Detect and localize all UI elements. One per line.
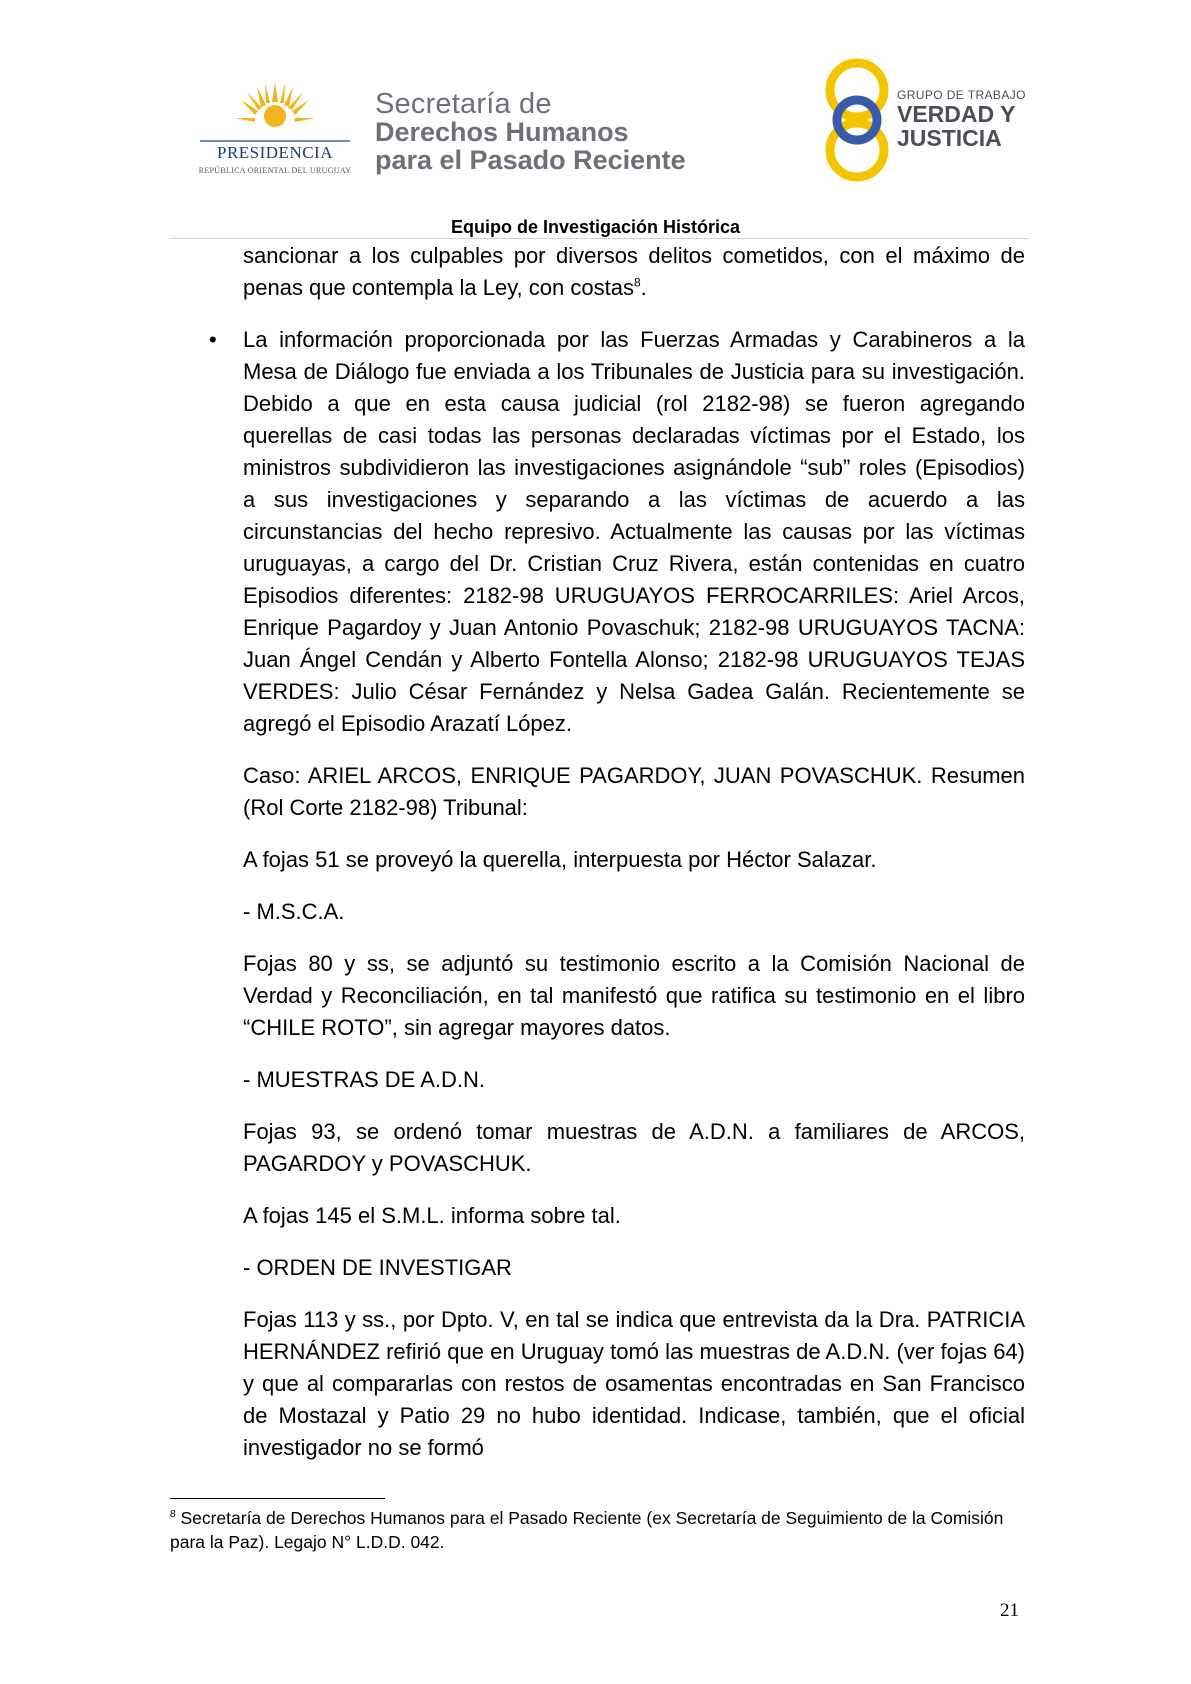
fojas-145-paragraph: A fojas 145 el S.M.L. informa sobre tal. bbox=[243, 1203, 621, 1228]
secretaria-line-1: Secretaría de bbox=[375, 88, 552, 120]
footnote-text: Secretaría de Derechos Humanos para el Pasado Reciente (ex Secretaría de Seguimiento de la Comisión para la Paz). Legajo N° L.D.D. 042. bbox=[170, 1508, 1004, 1552]
page-header bbox=[0, 0, 1191, 240]
header-rule bbox=[170, 238, 1028, 239]
footnote-number: 8 bbox=[170, 1509, 176, 1521]
presidencia-subtitle: REPÚBLICA ORIENTAL DEL URUGUAY bbox=[198, 166, 352, 175]
footnote bbox=[170, 1506, 1028, 1554]
secretaria-logo-text bbox=[375, 90, 686, 174]
secretaria-line-3: para el Pasado Reciente bbox=[375, 145, 686, 175]
footnote-ref: 8 bbox=[633, 275, 641, 290]
paragraph-sancionar-text: sancionar a los culpables por diversos delitos cometidos, con el máximo de penas que contempla la Ley, con costas bbox=[243, 243, 1025, 300]
verdad-justicia-logo bbox=[822, 56, 1032, 186]
footnote-rule bbox=[170, 1498, 385, 1499]
paragraph-sancionar-end: . bbox=[640, 275, 647, 300]
verdad-justicia-text bbox=[897, 88, 1026, 150]
muestras-heading: - MUESTRAS DE A.D.N. bbox=[243, 1067, 486, 1092]
orden-heading: - ORDEN DE INVESTIGAR bbox=[243, 1255, 512, 1280]
document-body bbox=[209, 240, 1025, 1484]
rings-icon bbox=[822, 56, 892, 186]
fojas-93-paragraph: Fojas 93, se ordenó tomar muestras de A.D.N. a familiares de ARCOS, PAGARDOY y POVASCHUK. bbox=[243, 1119, 1025, 1176]
bullet-paragraph-text: La información proporcionada por las Fuerzas Armadas y Carabineros a la Mesa de Diálogo fue enviada a los Tribunales de Justicia para su investigación. Debido a que en esta causa judicial (rol 2182-98) se fueron agregando querellas de casi todas las personas declaradas víctimas por el Estado, los ministros subdividieron las investigaciones asignándole “sub” roles (Episodios) a sus investigaciones y separando a las víctimas de acuerdo a las circunstancias del hecho represivo. Actualmente las causas por las víctimas uruguayas, a cargo del Dr. Cristian Cruz Rivera, están contenidas en cuatro Episodios diferentes: 2182-98 URUGUAYOS FERROCARRILES: Ariel Arcos, Enrique Pagardoy y Juan Antonio Povaschuk; 2182-98 URUGUAYOS TACNA: Juan Ángel Cendán y Alberto Fontella Alonso; 2182-98 URUGUAYOS TEJAS VERDES: Julio César Fernández y Nelsa Gadea Galán. Recientemente se agregó el Episodio Arazatí López. bbox=[243, 327, 1025, 736]
paragraph-sancionar bbox=[243, 240, 1025, 304]
justicia-label: JUSTICIA bbox=[897, 125, 1002, 151]
verdad-y-label: VERDAD Y bbox=[897, 101, 1016, 127]
team-title: Equipo de Investigación Histórica bbox=[450, 217, 741, 237]
sun-icon bbox=[233, 80, 317, 140]
presidencia-divider bbox=[200, 140, 350, 142]
fojas-80-paragraph: Fojas 80 y ss, se adjuntó su testimonio escrito a la Comisión Nacional de Verdad y Reconciliación, en tal manifestó que ratifica su testimonio en el libro “CHILE ROTO”, sin agregar mayores datos. bbox=[243, 951, 1025, 1040]
bullet-paragraph bbox=[209, 324, 1025, 740]
fojas-113-paragraph: Fojas 113 y ss., por Dpto. V, en tal se indica que entrevista da la Dra. PATRICIA HERNÁNDEZ refirió que en Uruguay tomó las muestras de A.D.N. (ver fojas 64) y que al compararlas con restos de osamentas encontradas en San Francisco de Mostazal y Patio 29 no hubo identidad. Indicase, también, que el oficial investigador no se formó bbox=[243, 1307, 1025, 1460]
fojas-51-paragraph: A fojas 51 se proveyó la querella, interpuesta por Héctor Salazar. bbox=[243, 847, 877, 872]
presidencia-name: PRESIDENCIA bbox=[216, 143, 333, 162]
bullet-icon: • bbox=[209, 327, 217, 352]
msca-heading: - M.S.C.A. bbox=[243, 899, 345, 924]
caso-paragraph: Caso: ARIEL ARCOS, ENRIQUE PAGARDOY, JUAN POVASCHUK. Resumen (Rol Corte 2182-98) Tribunal: bbox=[243, 763, 1025, 820]
grupo-de-trabajo-label: GRUPO DE TRABAJO bbox=[897, 88, 1026, 102]
presidencia-logo bbox=[195, 80, 355, 190]
page-number: 21 bbox=[1000, 1600, 1019, 1621]
secretaria-line-2: Derechos Humanos bbox=[375, 117, 629, 147]
